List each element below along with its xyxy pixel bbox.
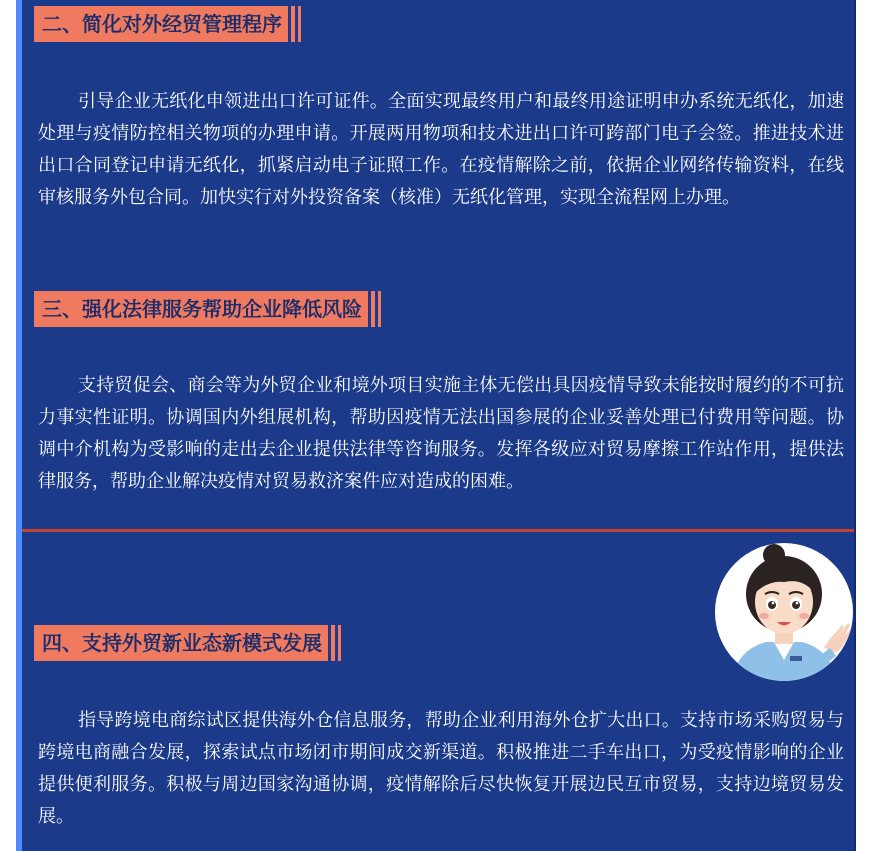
section-heading-2-label: 二、简化对外经贸管理程序 <box>34 6 288 42</box>
heading-bar-decoration <box>331 625 335 661</box>
section-body-2: 引导企业无纸化申领进出口许可证件。全面实现最终用户和最终用途证明申办系统无纸化，加速处理与疫情防控相关物项的办理申请。开展两用物项和技术进出口许可跨部门电子会签。推进技术进出口合同登记申请无纸化，抓紧启动电子证照工作。在疫情解除之前，依据企业网络传输资料，在线审核服务外包合同。加快实行对外投资备案（核准）无纸化管理，实现全流程网上办理。 <box>38 91 844 208</box>
heading-bar-decoration <box>371 291 375 327</box>
section-heading-3 <box>34 291 381 327</box>
woman-waving-avatar-icon <box>714 542 854 682</box>
section-heading-4-label: 四、支持外贸新业态新模式发展 <box>34 625 328 661</box>
heading-bar-decoration <box>298 6 301 42</box>
content-panel <box>16 0 856 851</box>
heading-bar-decoration <box>378 291 381 327</box>
heading-bar-decoration <box>291 6 295 42</box>
section-heading-4 <box>34 625 341 661</box>
heading-bar-decoration <box>338 625 341 661</box>
section-heading-3-label: 三、强化法律服务帮助企业降低风险 <box>34 291 368 327</box>
section-body-3: 支持贸促会、商会等为外贸企业和境外项目实施主体无偿出具因疫情导致未能按时履约的不可抗力事实性证明。协调国内外组展机构，帮助因疫情无法出国参展的企业妥善处理已付费用等问题。协调中介机构为受影响的走出去企业提供法律等咨询服务。发挥各级应对贸易摩擦工作站作用，提供法律服务，帮助企业解决疫情对贸易救济案件应对造成的困难。 <box>38 375 844 492</box>
section-divider <box>22 529 854 532</box>
section-heading-2 <box>34 6 301 42</box>
section-body-4: 指导跨境电商综试区提供海外仓信息服务，帮助企业利用海外仓扩大出口。支持市场采购贸易与跨境电商融合发展，探索试点市场闭市期间成交新渠道。积极推进二手车出口，为受疫情影响的企业提供便利服务。积极与周边国家沟通协调，疫情解除后尽快恢复开展边民互市贸易，支持边境贸易发展。 <box>38 710 844 827</box>
